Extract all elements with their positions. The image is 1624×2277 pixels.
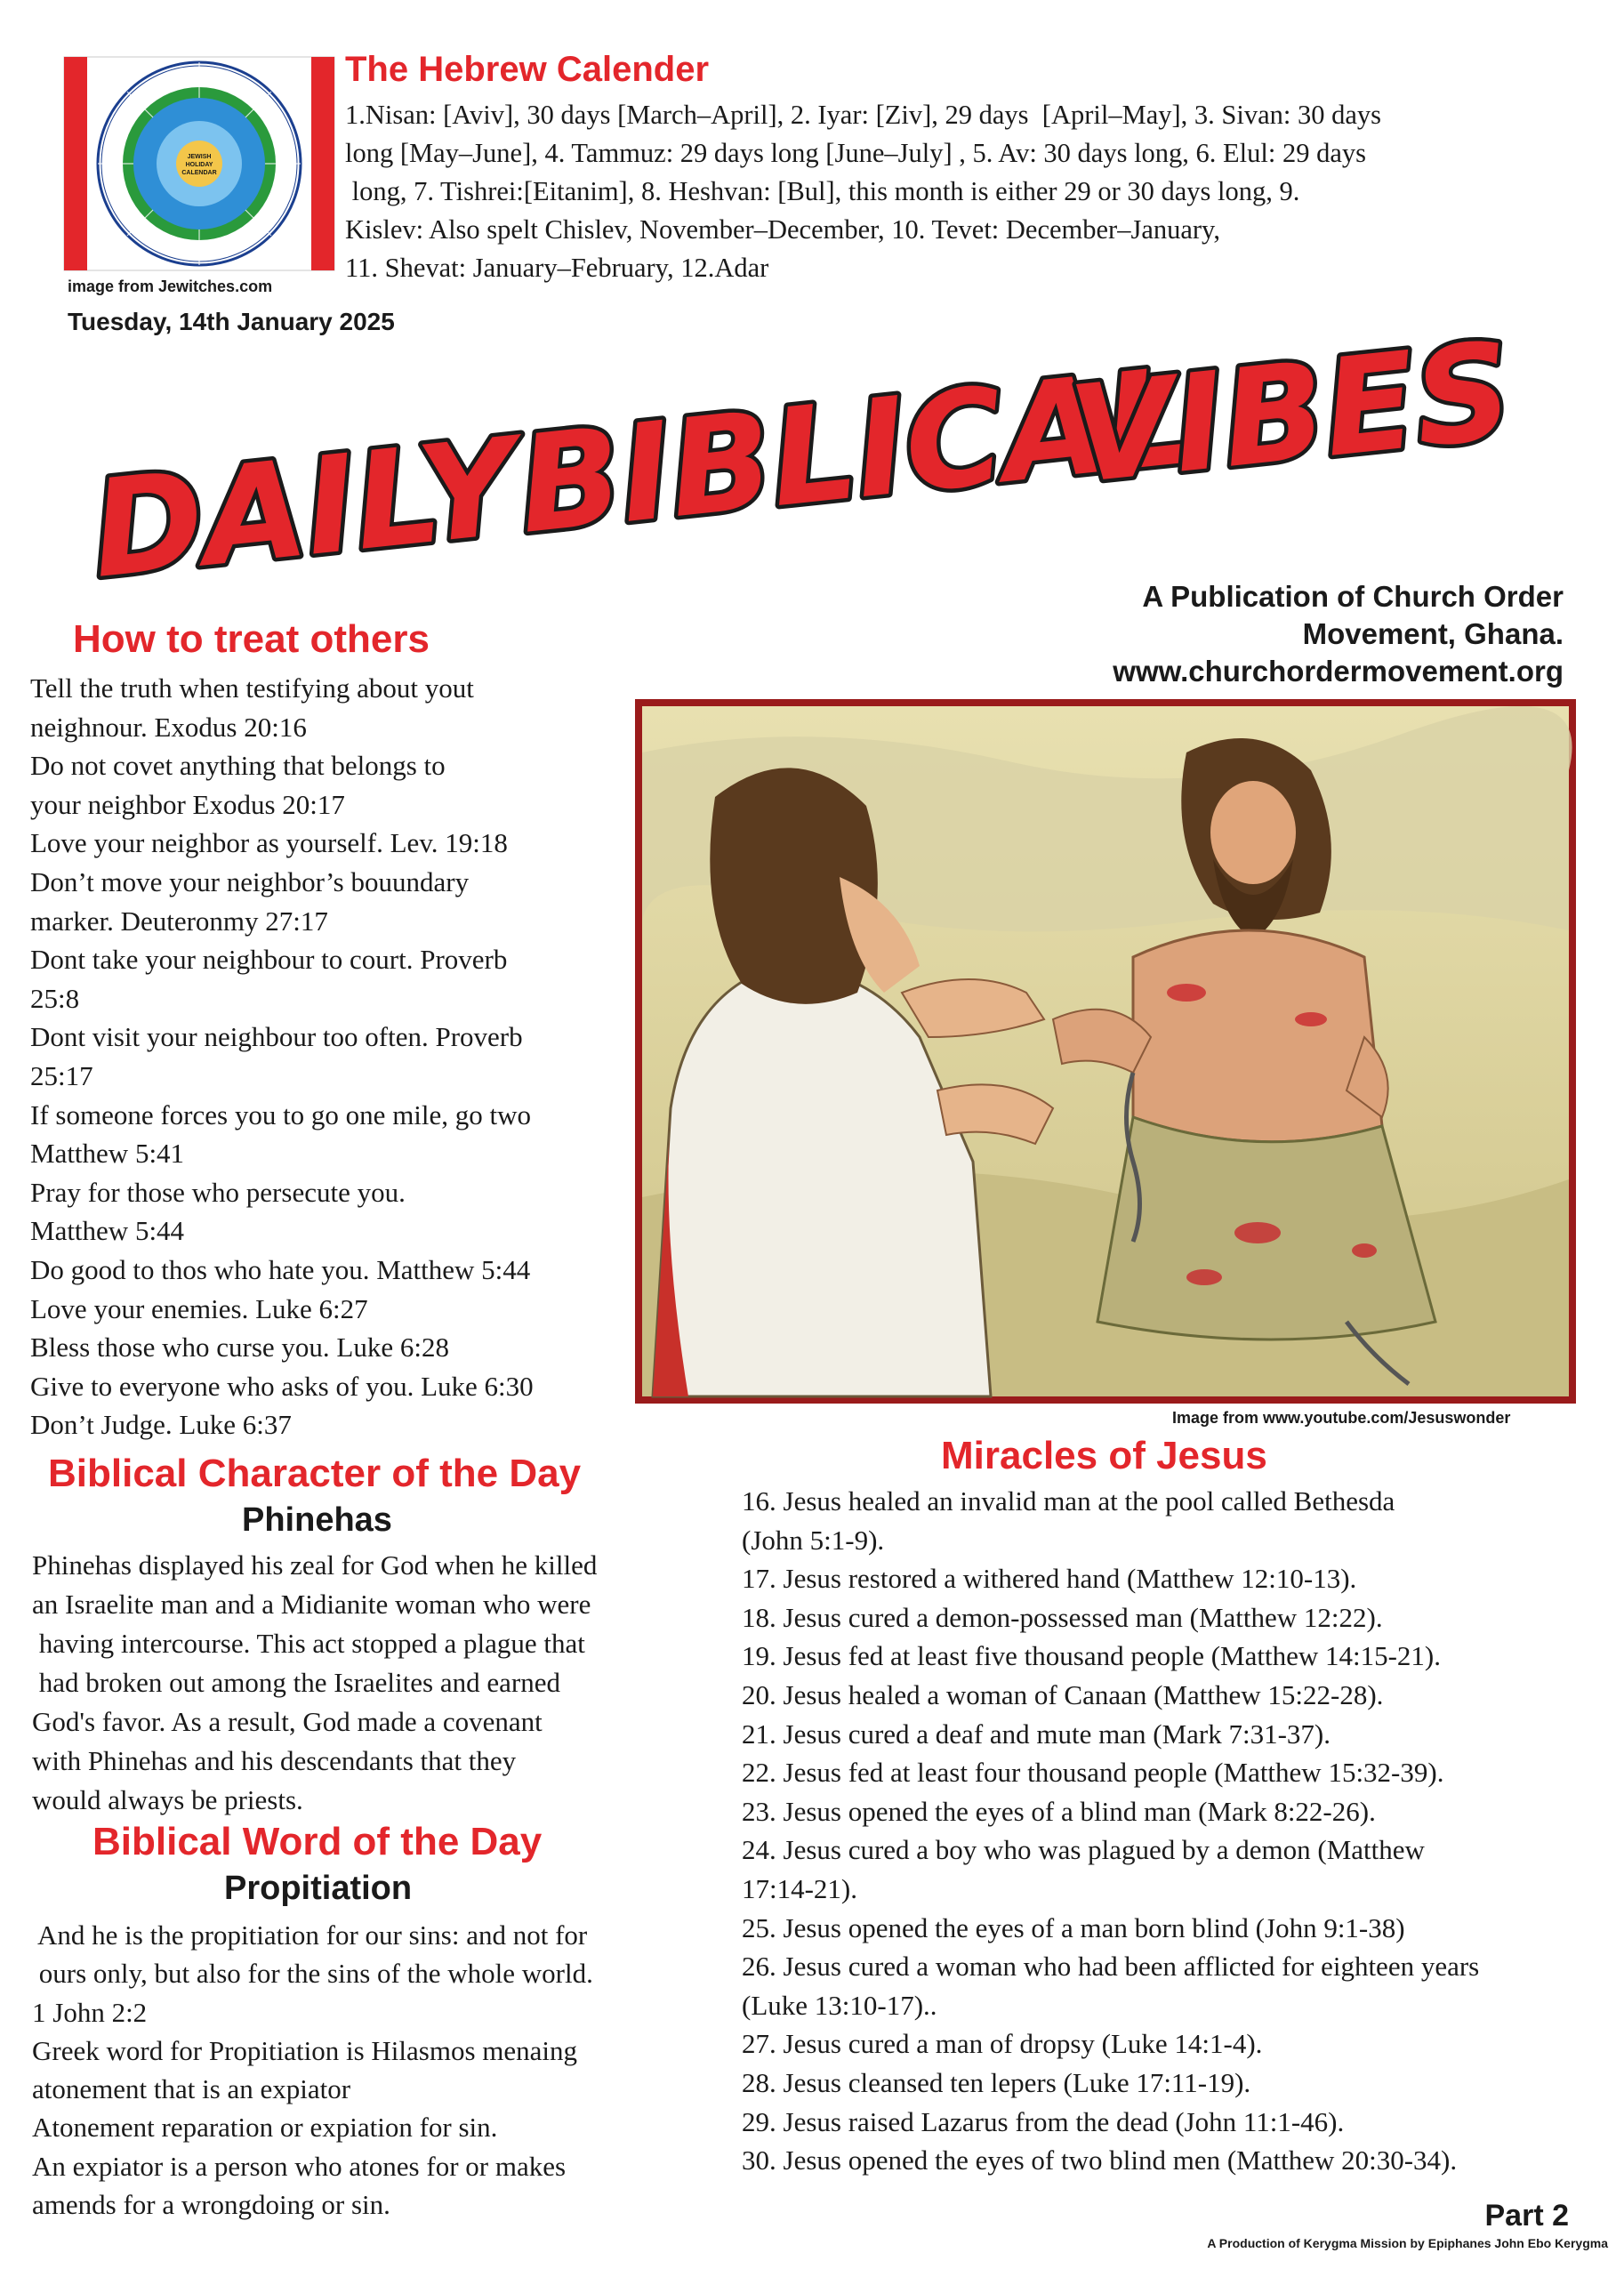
masthead-word-vibes: VIBES: [1063, 313, 1519, 514]
word-description: [32, 1916, 726, 2224]
text-line: atonement that is an expiator: [32, 2073, 351, 2105]
text-line: God's favor. As a result, God made a covenant: [32, 1706, 543, 1737]
list-line: your neighbor Exodus 20:17: [30, 788, 345, 820]
how-to-treat-others-title: How to treat others: [73, 617, 430, 661]
calendar-line: long, 7. Tishrei:[Eitanim], 8. Heshvan: [Bul], this month is either 29 or 30 days long, 9.: [345, 176, 1300, 206]
character-section-title: Biblical Character of the Day: [48, 1452, 582, 1495]
text-line: with Phinehas and his descendants that they: [32, 1745, 517, 1776]
miracles-section-title: Miracles of Jesus: [941, 1434, 1267, 1477]
character-name: Phinehas: [242, 1501, 392, 1539]
list-line: neighnour. Exodus 20:16: [30, 711, 307, 743]
list-line: 18. Jesus cured a demon-possessed man (Matthew 12:22).: [742, 1601, 1383, 1633]
list-line: 26. Jesus cured a woman who had been afflicted for eighteen years: [742, 1951, 1480, 1983]
calendar-image-credit: image from Jewitches.com: [68, 278, 273, 295]
calendar-line: long [May–June], 4. Tammuz: 29 days long [June–July] , 5. Av: 30 days long, 6. Elul: 29 days: [345, 138, 1367, 168]
publisher-line-2: Movement, Ghana.: [1302, 617, 1564, 650]
list-line: Love your neighbor as yourself. Lev. 19:18: [30, 827, 508, 859]
list-line: 17:14-21).: [742, 1872, 858, 1904]
list-line: Bless those who curse you. Luke 6:28: [30, 1332, 449, 1364]
masthead-word-daily: DAILY: [84, 409, 524, 608]
list-line: 25:8: [30, 982, 80, 1014]
word-section-title: Biblical Word of the Day: [92, 1820, 543, 1863]
main-image-credit: Image from www.youtube.com/Jesuswonder: [1172, 1409, 1511, 1427]
list-line: 28. Jesus cleansed ten lepers (Luke 17:11-19).: [742, 2066, 1251, 2098]
list-line: 21. Jesus cured a deaf and mute man (Mark 7:31-37).: [742, 1718, 1331, 1750]
calendar-title: The Hebrew Calender: [345, 50, 710, 89]
list-line: 22. Jesus fed at least four thousand people (Matthew 15:32-39).: [742, 1757, 1444, 1789]
calendar-line: Kislev: Also spelt Chislev, November–December, 10. Tevet: December–January,: [345, 214, 1220, 245]
calendar-line: 11. Shevat: January–February, 12.Adar: [345, 253, 769, 283]
list-line: 17. Jesus restored a withered hand (Matthew 12:10-13).: [742, 1563, 1357, 1595]
hebrew-calendar-image: [64, 57, 334, 270]
text-line: And he is the propitiation for our sins: and not for: [32, 1919, 588, 1951]
text-line: an Israelite man and a Midianite woman who were: [32, 1589, 591, 1620]
list-line: 25. Jesus opened the eyes of a man born blind (John 9:1-38): [742, 1911, 1405, 1943]
list-line: Do good to thos who hate you. Matthew 5:44: [30, 1253, 531, 1285]
list-line: (Luke 13:10-17)..: [742, 1989, 937, 2021]
masthead-word-biblical: BIBLICAL: [511, 339, 1199, 564]
wheel-center-line-3: CALENDAR: [181, 170, 217, 176]
miracles-list: [742, 1482, 1622, 2180]
wheel-center-line-1: JEWISH: [187, 154, 212, 160]
text-line: Phinehas displayed his zeal for God when he killed: [32, 1549, 598, 1581]
list-line: 27. Jesus cured a man of dropsy (Luke 14:1-4).: [742, 2028, 1263, 2060]
list-line: Don’t move your neighbor’s bouundary: [30, 865, 470, 897]
publisher-website-link[interactable]: www.churchordermovement.org: [1113, 655, 1564, 688]
publisher-line-1: A Publication of Church Order: [1142, 580, 1564, 613]
list-line: 30. Jesus opened the eyes of two blind men (Matthew 20:30-34).: [742, 2144, 1458, 2176]
issue-date: Tuesday, 14th January 2025: [68, 308, 395, 335]
production-footer: A Production of Kerygma Mission by Epiphanes John Ebo Kerygma: [1207, 2236, 1608, 2250]
text-line: 1 John 2:2: [32, 1996, 148, 2028]
list-line: Matthew 5:41: [30, 1138, 185, 1170]
list-line: 25:17: [30, 1059, 93, 1091]
list-line: 24. Jesus cured a boy who was plagued by a demon (Matthew: [742, 1834, 1425, 1866]
list-line: Don’t Judge. Luke 6:37: [30, 1409, 292, 1441]
list-line: 16. Jesus healed an invalid man at the pool called Bethesda: [742, 1485, 1395, 1517]
text-line: amends for a wrongdoing or sin.: [32, 2189, 390, 2221]
list-line: marker. Deuteronmy 27:17: [30, 905, 328, 937]
text-line: Atonement reparation or expiation for sin.: [32, 2112, 498, 2144]
text-line: An expiator is a person who atones for or makes: [32, 2150, 567, 2182]
list-line: Love your enemies. Luke 6:27: [30, 1292, 368, 1324]
text-line: had broken out among the Israelites and earned: [32, 1667, 560, 1698]
text-line: ours only, but also for the sins of the whole world.: [32, 1958, 593, 1990]
list-line: Do not covet anything that belongs to: [30, 750, 446, 782]
text-line: having intercourse. This act stopped a plague that: [32, 1628, 585, 1659]
part-label: Part 2: [1484, 2199, 1569, 2233]
calendar-line: 1.Nisan: [Aviv], 30 days [March–April], 2. Iyar: [Ziv], 29 days [April–May], 3. Sivan: 30 days: [345, 100, 1381, 130]
list-line: Tell the truth when testifying about yout: [30, 672, 474, 704]
list-line: 23. Jesus opened the eyes of a blind man (Mark 8:22-26).: [742, 1795, 1376, 1827]
word-of-the-day: Propitiation: [224, 1870, 413, 1907]
list-line: Dont take your neighbour to court. Proverb: [30, 944, 508, 976]
jesus-healing-illustration: [635, 699, 1576, 1404]
list-line: Matthew 5:44: [30, 1215, 185, 1247]
list-line: (John 5:1-9).: [742, 1524, 885, 1556]
list-line: 29. Jesus raised Lazarus from the dead (John 11:1-46).: [742, 2105, 1345, 2137]
list-line: If someone forces you to go one mile, go two: [30, 1098, 532, 1130]
publisher-block: [1012, 578, 1564, 690]
list-line: Pray for those who persecute you.: [30, 1176, 406, 1208]
text-line: Greek word for Propitiation is Hilasmos menaing: [32, 2034, 578, 2066]
list-line: Dont visit your neighbour too often. Proverb: [30, 1021, 523, 1053]
character-description: [32, 1546, 726, 1820]
text-line: would always be priests.: [32, 1784, 303, 1815]
calendar-text: [345, 96, 1590, 287]
list-line: Give to everyone who asks of you. Luke 6:30: [30, 1370, 534, 1402]
list-line: 20. Jesus healed a woman of Canaan (Matthew 15:22-28).: [742, 1678, 1384, 1710]
list-line: 19. Jesus fed at least five thousand people (Matthew 14:15-21).: [742, 1640, 1442, 1672]
wheel-center-line-2: HOLIDAY: [185, 162, 213, 168]
how-to-treat-others-list: [30, 669, 653, 1444]
